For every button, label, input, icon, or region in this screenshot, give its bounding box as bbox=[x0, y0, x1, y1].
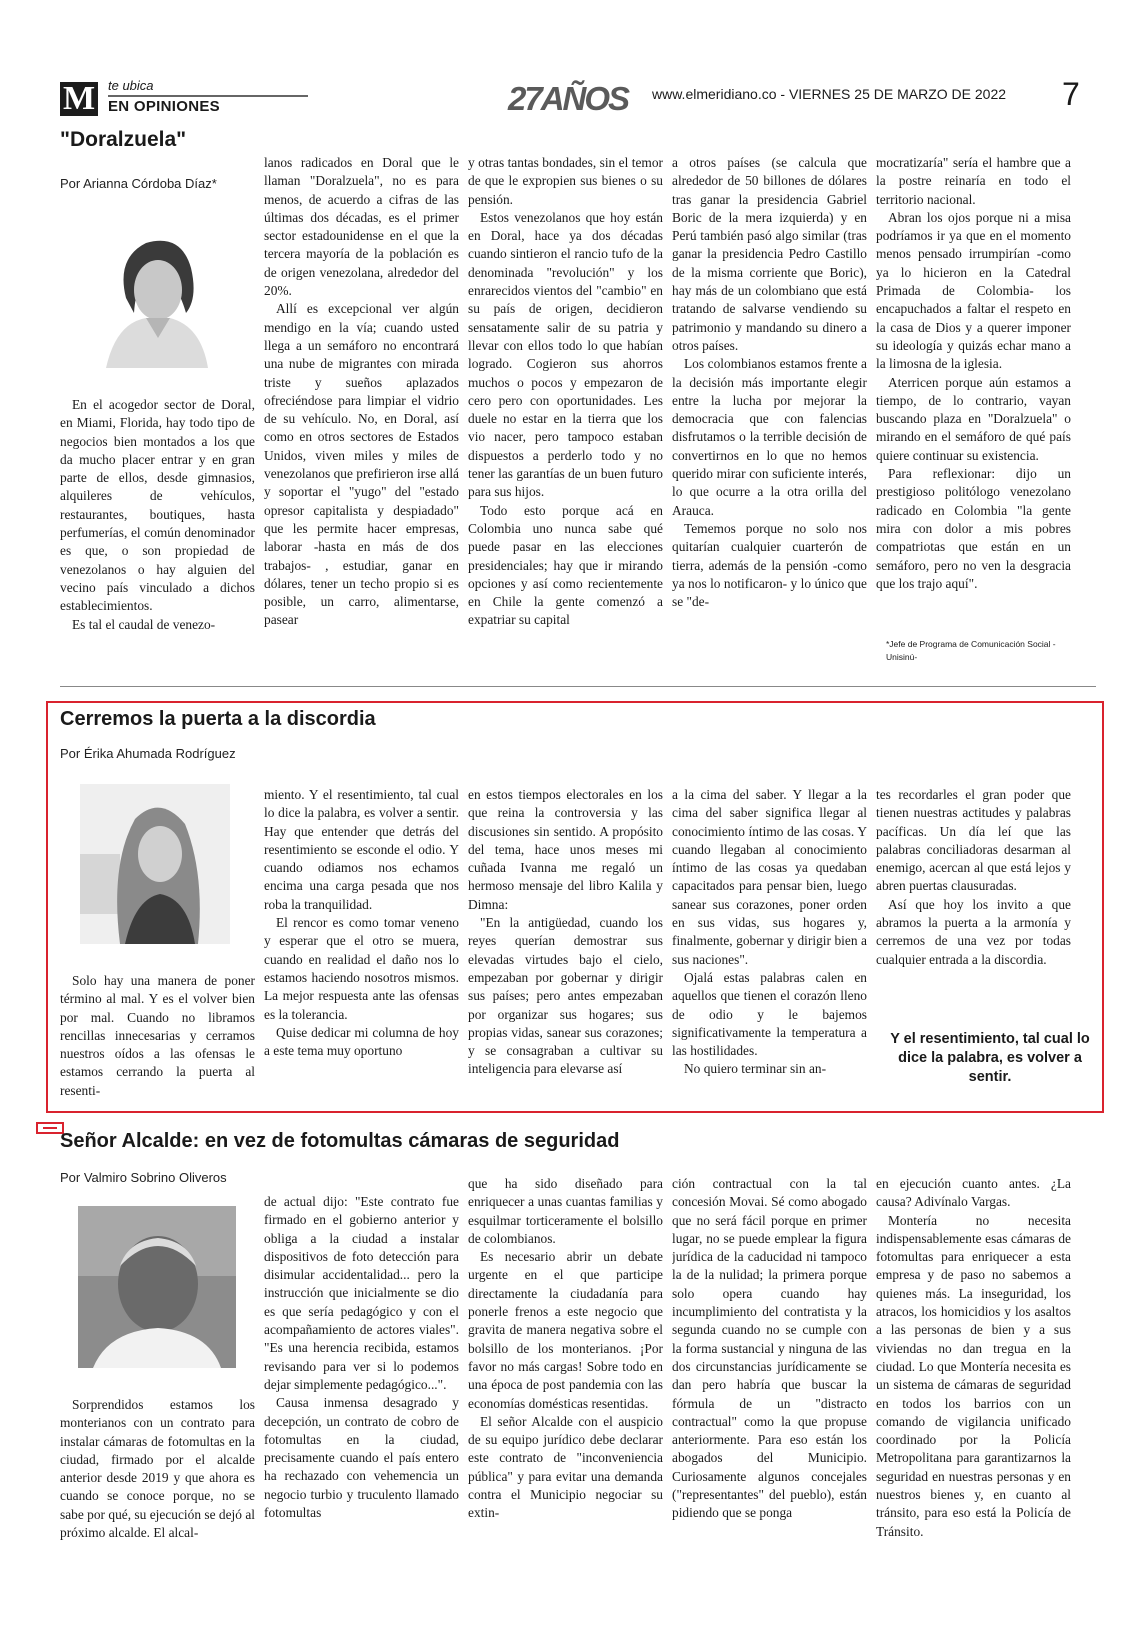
paragraph: tes recordarles el gran poder que tienen nuestras actitudes y palabras pacíficas. Un día leí que las palabras conciliadoras desarman al enemigo, acercan al que está lejos y abren puertas clausuradas. bbox=[876, 787, 1071, 894]
paragraph: y otras tantas bondades, sin el temor de que le expropien sus bienes o su pensión. bbox=[468, 155, 663, 207]
article1-column-3 bbox=[468, 154, 663, 672]
article2-column-1 bbox=[60, 972, 255, 1100]
paragraph: El señor Alcalde con el auspicio de su equipo jurídico debe declarar este contrato de "inconveniencia pública" y para evitar una demanda contra el Municipio negociar su extin- bbox=[468, 1413, 663, 1521]
paragraph: Abran los ojos porque ni a misa podríamos ir ya que en el momento menos pensado irrumpirían -como ya lo hicieron en la Catedral Primada de Colombia- los encapuchados a faltar el respeto en la casa de Dios y a querer imponer su ideología y quizás echar mano a la limosna de la iglesia. bbox=[876, 209, 1071, 372]
tagline: te ubica bbox=[108, 78, 154, 93]
paragraph: Allí es excepcional ver algún mendigo en la vía; cuando usted llega a un semáforo no encontrará una nube de migrantes con mirada triste y sueños aplazados ofreciéndose para limpiar el vidrio de su vehículo. No, en Doral, así como en otros sectores de Estados Unidos, viven miles y miles de venezolanos que prefirieron irse allá y soportar el "yugo" del "estado opresor capitalista y despiadado" que les permite hacer empresas, laborar -hasta en más de dos trabajos- , estudiar, ganar en dólares, tener un techo propio si es posible, un carro, alimentarse, pasear bbox=[264, 301, 459, 628]
paragraph: Los colombianos estamos frente a la decisión más importante elegir entre la lucha por mejorar la democracia que con falencias disfrutamos o la terrible decisión de convertirnos en lo que no hemos querido mirar con suficiente interés, lo que ocurre a la otra orilla del Arauca. bbox=[672, 356, 867, 518]
article2-byline: Por Érika Ahumada Rodríguez bbox=[60, 746, 236, 761]
paragraph: que ha sido diseñado para enriquecer a unas cuantas familias y esquilmar torticeramente el bolsillo de colombianos. bbox=[468, 1176, 663, 1246]
author-photo-arianna bbox=[86, 218, 226, 368]
section-title: EN OPINIONES bbox=[108, 98, 220, 115]
page-number: 7 bbox=[1062, 76, 1080, 112]
paragraph: Así que hoy los invito a que abramos la puerta a la armonía y cerremos de una vez por todas cualquier entrada a la discordia. bbox=[876, 896, 1071, 967]
paragraph: Ojalá estas palabras calen en aquellos que tienen el corazón lleno de odio y le bajemos significativamente la temperatura a las hostilidades. bbox=[672, 969, 867, 1059]
article3-column-3 bbox=[468, 1175, 663, 1583]
paragraph: No quiero terminar sin an- bbox=[684, 1061, 827, 1077]
anniversary-logo: 27AÑOS bbox=[508, 80, 629, 117]
article3-column-4 bbox=[672, 1175, 867, 1583]
pull-quote: Y el resentimiento, tal cual lo dice la palabra, es volver a sentir. bbox=[890, 1031, 1090, 1085]
paragraph: Causa inmensa desagrado y decepción, un contrato de cobro de fotomultas en la ciudad, precisamente cuando el país entero ha rechazado con vehemencia un negocio turbio y truculento llamado fotomultas bbox=[264, 1395, 459, 1521]
article3-column-2 bbox=[264, 1193, 459, 1583]
paragraph: Aterricen porque aún estamos a tiempo, de lo contrario, vayan buscando plaza en "Doralzuela" o mirando en el semáforo de qué país quiere continuar su existencia. bbox=[876, 374, 1071, 463]
article3-column-5 bbox=[876, 1175, 1071, 1583]
paragraph: miento. Y el resentimiento, tal cual lo dice la palabra, es volver a sentir. Hay que entender que detrás del resentimiento se esconde el odio. Y cuando odiamos nos echamos encima una carga pesada que nos roba la tranquilidad. bbox=[264, 787, 459, 912]
newspaper-logo: M bbox=[60, 82, 98, 116]
paragraph: a la cima del saber. Y llegar a la cima del saber significa llegar al conocimiento íntimo de las cosas. Y cuando llegaban al conocimiento íntimo de las cosas ya quedaban capacitados para pensar bien, luego sanear sus corazones, poner orden en sus vidas, sus hogares y, finalmente, gobernar y dirigir bien a sus naciones". bbox=[672, 787, 867, 967]
paragraph: de actual dijo: "Este contrato fue firmado en el gobierno anterior y obliga a la ciudad a instalar dispositivos de foto detección para disimular accidentalidad... pero la instrucción que inicialmente se dio es que sería pedagógico y con el acompañamiento de actores viales". "Es una herencia recibida, estamos revisando para ver si lo podemos dejar simplemente pedagógico...". bbox=[264, 1194, 459, 1392]
paragraph: Para reflexionar: dijo un prestigioso politólogo venezolano radicado en Colombia "la gente mira con dolor a mis pobres compatriotas que están en un semáforo, pero no ven la desgracia que los trajo aquí". bbox=[876, 466, 1071, 591]
paragraph: mocratizaría" sería el hambre que a la postre reinaría en todo el territorio nacional. bbox=[876, 155, 1071, 207]
article2-column-2 bbox=[264, 786, 459, 1100]
dateline: www.elmeridiano.co - VIERNES 25 DE MARZO DE 2022 bbox=[652, 86, 1007, 102]
article3-title: Señor Alcalde: en vez de fotomultas cámaras de seguridad bbox=[60, 1130, 620, 1152]
article2-column-4 bbox=[672, 786, 867, 1100]
article3-column-1 bbox=[60, 1396, 255, 1582]
paragraph: Tememos porque no solo nos quitarían cualquier cuarterón de tierra, además de la pensión -como ya nos lo notificaron- y lo único que se "de- bbox=[672, 520, 867, 610]
paragraph: "En la antigüedad, cuando los reyes querían demostrar sus elevadas virtudes bajo el cielo, empezaban por gobernar y dirigir sus países; pero antes empezaban por organizar sus hogares; sus propias vidas, sanear sus corazones; y se consagraban a cultivar su inteligencia para elevarse así bbox=[468, 915, 663, 1077]
paragraph: Montería no necesita indispensablemente esas cámaras de fotomultas para enriquecer a esta empresa y de paso no sabemos a quienes más. La inseguridad, los atracos, los homicidios y los asaltos a las personas de bien y a sus viviendas no dan tregua en la ciudad. Lo que Montería necesita es un sistema de cámaras de seguridad en todos los barrios con un comando de vigilancia unificado coordinado por la Policía Metropolitana para garantizarnos la seguridad en nuestras personas y en nuestros bienes y, en cuanto al tránsito, para eso está la Policía de Tránsito. bbox=[876, 1212, 1071, 1539]
paragraph: en ejecución cuanto antes. ¿La causa? Adivínalo Vargas. bbox=[876, 1176, 1071, 1210]
paragraph: En el acogedor sector de Doral, en Miami, Florida, hay todo tipo de negocios bien montados a los que da mucho placer entrar y en gran parte de ellos, desde gimnasios, alquileres de vehículos, restaurantes, boutiques, hasta perfumerías, el común denominador es que, o son propiedad de venezolanos o hay alguien del vecino país vinculado a dichos establecimientos. bbox=[60, 397, 255, 614]
paragraph: Es tal el caudal de venezo- bbox=[72, 616, 216, 632]
article1-title: "Doralzuela" bbox=[60, 128, 187, 151]
article2-column-3 bbox=[468, 786, 663, 1100]
section-rule bbox=[108, 95, 308, 97]
article1-column-4 bbox=[672, 154, 867, 672]
author-photo-erika bbox=[80, 784, 230, 944]
paragraph: lanos radicados en Doral que le llaman "Doralzuela", no es para menos, de acuerdo a cifras de las últimas dos décadas, es el primer sector estadounidense en el que la tercera mayoría de la población es de origen venezolana, alrededor del 20%. bbox=[264, 155, 459, 299]
paragraph: ción contractual con la tal concesión Movai. Sé como abogado que no será fácil porque en primer lugar, no se puede emplear la figura jurídica de la caducidad ni tampoco la de la nulidad; la primera porque solo opera cuando hay incumplimiento del contratista y la segunda cuando no se cumple con la forma sustancial y ninguna de las dos circunstancias jurídicamente se dan pero habría que buscar la fórmula de un "distracto contractual" como la que propuse anteriormente. Para eso están los abogados del Municipio. Curiosamente algunos concejales ("representantes" del pueblo), están pidiendo que se ponga bbox=[672, 1176, 867, 1521]
article1-column-1 bbox=[60, 396, 255, 672]
author-note: *Jefe de Programa de Comunicación Social -Unisinú- bbox=[886, 639, 1056, 662]
article2-column-5 bbox=[876, 786, 1071, 996]
paragraph: Quise dedicar mi columna de hoy a este tema muy oportuno bbox=[264, 1024, 459, 1059]
article1-column-2 bbox=[264, 154, 459, 672]
paragraph: Todo esto porque acá en Colombia uno nunca sabe qué puede pasar en las elecciones presidenciales; hay que ir mirando opciones y así como recientemente en Chile la gente comenzó a expatriar su capital bbox=[468, 502, 663, 628]
article2-title: Cerremos la puerta a la discordia bbox=[60, 708, 376, 730]
article-separator bbox=[60, 686, 1096, 687]
paragraph: Solo hay una manera de poner término al mal. Y es el volver bien por mal. Cuando no libramos rencillas innecesarias y cerramos nuestros oídos a las ofensas le estamos cerrando la puerta al resenti- bbox=[60, 973, 255, 1098]
paragraph: en estos tiempos electorales en los que reina la controversia y las discusiones sin sentido. A propósito del tema, hace unos meses mi cuñada Ivanna me regaló un hermoso mensaje del libro Kalila y Dimna: bbox=[468, 787, 663, 912]
paragraph: Estos venezolanos que hoy están en Doral, hace ya dos décadas cuando sintieron el rancio tufo de la denominada "revolución" y los enrarecidos vientos del "cambio" en su país de origen, decidieron sensatamente salir de su patria y llevar con ellos todo lo que habían logrado. Cogieron sus ahorros muchos o pocos y empezaron de cero pero con oportunidades. Les duele no estar en la tierra que los vio nacer, pero tampoco estaban dispuestos a perderlo todo y no tener las garantías de un buen futuro para sus hijos. bbox=[468, 209, 663, 500]
paragraph: Sorprendidos estamos los monterianos con un contrato para instalar cámaras de fotomultas en la ciudad, firmado por el alcalde anterior desde 2019 y que ahora es cuando se conoce porque, no se sabe por qué, su ejecución se dejó al próximo alcalde. El alcal- bbox=[60, 1397, 255, 1541]
article1-byline: Por Arianna Córdoba Díaz* bbox=[60, 176, 217, 191]
article1-column-5 bbox=[876, 154, 1071, 624]
paragraph: a otros países (se calcula que alrededor de 50 billones de dólares tras ganar la presidencia Gabriel Boric de la mera izquierda) y en Perú también pasó algo similar (tras ganar la presidencia Pedro Castillo de la misma corriente que Boric), hay más de un colombiano que está tratando de salvarse vendiendo su patrimonio y mandando su dinero a otros países. bbox=[672, 155, 867, 353]
paragraph: Es necesario abrir un debate urgente en el que participe directamente la ciudadanía para ponerle frenos a este negocio que gravita de manera negativa sobre el bolsillo de los monterianos. ¡Por favor no más cargas! Sobre todo en una época de post pandemia con las economías domésticas resentidas. bbox=[468, 1249, 663, 1411]
paragraph: El rencor es como tomar veneno y esperar que el otro se muera, cuando en realidad el daño nos lo estamos haciendo nosotros mismos. La mejor respuesta ante las ofensas es la tolerancia. bbox=[264, 915, 459, 1022]
article3-byline: Por Valmiro Sobrino Oliveros bbox=[60, 1170, 227, 1185]
author-photo-valmiro bbox=[78, 1206, 236, 1368]
